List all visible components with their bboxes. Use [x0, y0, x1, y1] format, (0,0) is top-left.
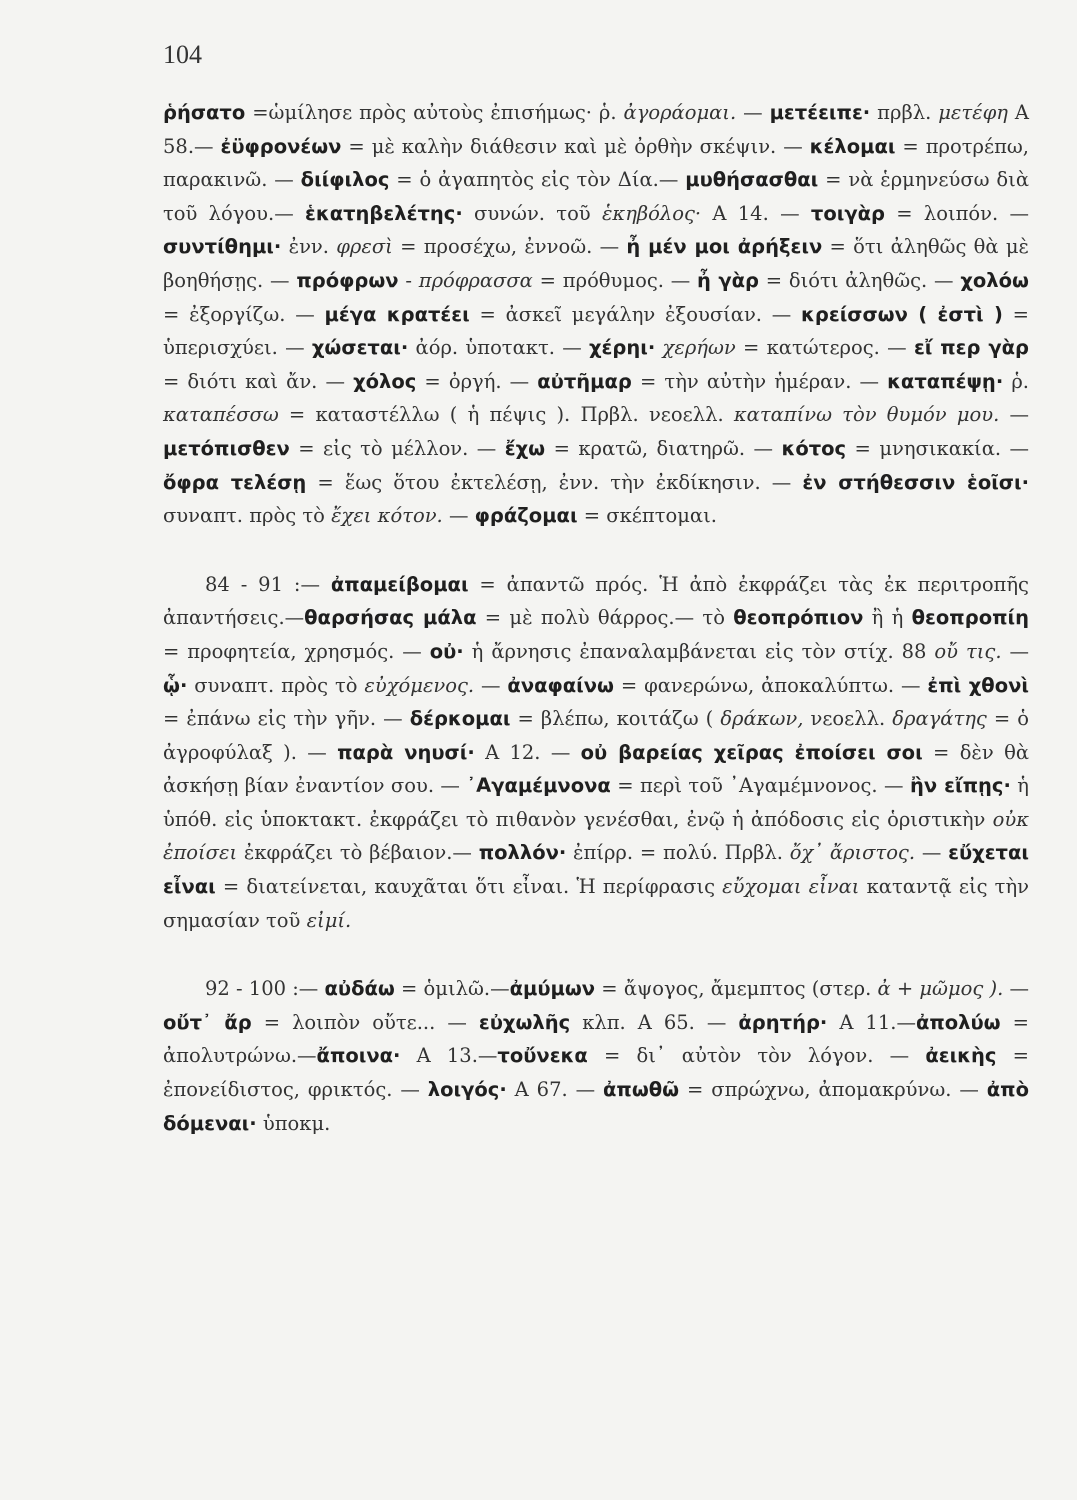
- headword: αὐδάω: [324, 977, 395, 1001]
- gloss-text: = ἐξοργίζω. —: [163, 302, 325, 326]
- headword: ὄφρα τελέσῃ: [163, 470, 307, 494]
- headword: χολόω: [960, 268, 1029, 292]
- headword: μετέειπε·: [769, 101, 871, 124]
- gloss-text: ἐνν.: [281, 235, 337, 259]
- headword: ἐν στήθεσσιν ἑοῖσι·: [802, 470, 1030, 494]
- citation: εἰμί.: [306, 908, 352, 932]
- headword: πρόφρων: [296, 268, 399, 292]
- paragraph-1: [163, 96, 1029, 533]
- headword: ᾿Αγαμέμνονα: [466, 774, 611, 798]
- gloss-text: = προσέχω, ἐννοῶ. —: [392, 235, 627, 259]
- gloss-text: ἐπίρρ. = πολύ. Πρβλ.: [566, 841, 790, 865]
- headword: ᾧ·: [163, 673, 188, 697]
- headword: ἔχω: [504, 436, 546, 460]
- headword: κρείσσων ( ἐστὶ ): [801, 302, 1003, 326]
- headword: ἦ μέν μοι ἀρήξειν: [626, 235, 823, 259]
- gloss-text: [655, 336, 662, 359]
- gloss-text: = καταστέλλω ( ἡ πέψις ). Πρβλ. νεοελλ.: [278, 403, 734, 427]
- citation: δραγάτης: [892, 707, 987, 731]
- citation: οὐκ ἐποίσει: [163, 807, 1029, 865]
- gloss-text: ἡ ὑπόθ. εἰς ὑποκτακτ. ἐκφράζει τὸ πιθανὸν γενέσθαι, ἐνῷ ἡ ἀπόδοσις εἰς ὁριστικὴν: [163, 774, 1029, 831]
- gloss-text: = ἐπονείδιστος, φρικτός. —: [163, 1044, 1029, 1102]
- citation: καταπίνω τὸν θυμόν μου.: [733, 403, 1000, 427]
- gloss-text: —: [999, 403, 1029, 427]
- gloss-text: = διατείνεται, καυχᾶται ὅτι εἶναι. Ἡ περίφρασις: [215, 875, 723, 899]
- headword: φράζομαι: [474, 504, 578, 528]
- gloss-text: = σκέπτομαι.: [577, 504, 717, 528]
- gloss-text: καταντᾷ εἰς τὴν σημασίαν τοῦ: [163, 875, 1029, 932]
- headword: εὔχεται εἶναι: [163, 841, 1029, 899]
- headword: τοιγὰρ: [810, 201, 885, 225]
- gloss-text: = ἀπαντῶ πρός. Ἡ ἀπὸ ἐκφράζει τὰς ἐκ περιτροπῆς ἀπαντήσεις.—: [163, 572, 1029, 630]
- headword: ἢν εἴπῃς·: [909, 774, 1011, 798]
- headword: εἴ περ γὰρ: [913, 336, 1029, 360]
- gloss-text: —: [1003, 977, 1030, 1001]
- gloss-text: = προφητεία, χρησμός. —: [163, 639, 430, 663]
- gloss-text: = ἀπολυτρώνω.—: [163, 1010, 1029, 1068]
- gloss-text: = δὲν θὰ ἀσκήσῃ βίαν ἐναντίον σου. —: [163, 740, 1029, 798]
- gloss-text: = ὁ ἀγροφύλαξ ). —: [163, 707, 1030, 764]
- headword: λοιγός·: [427, 1078, 507, 1102]
- headword: ἀπολύω: [915, 1010, 1001, 1034]
- gloss-text: 84 - 91 :—: [205, 572, 331, 596]
- headword: ἀμύμων: [509, 977, 596, 1001]
- headword: πολλόν·: [478, 841, 567, 865]
- gloss-text: = μὲ πολὺ θάρρος.— τὸ: [476, 606, 734, 630]
- gloss-text: = μὲ καλὴν διάθεσιν καὶ μὲ ὀρθὴν σκέψιν. —: [341, 134, 810, 158]
- headword: ἀεικὴς: [925, 1044, 997, 1068]
- gloss-text: = ὁμιλῶ.—: [394, 977, 510, 1001]
- gloss-text: Α 11.—: [827, 1010, 916, 1034]
- headword: διίφιλος: [300, 168, 390, 192]
- headword: ἀρητήρ·: [738, 1010, 828, 1034]
- gloss-text: Α 14. —: [701, 201, 811, 225]
- headword: ἑκατηβελέτης·: [305, 201, 463, 225]
- headword: χόλος: [353, 369, 417, 393]
- headword: χέρηι·: [588, 336, 656, 360]
- gloss-text: = ὀργή. —: [416, 369, 538, 393]
- citation: εὔχομαι εἶναι: [722, 875, 860, 899]
- citation: οὔ τις.: [934, 639, 1002, 663]
- gloss-text: = ἐπάνω εἰς τὴν γῆν. —: [163, 707, 410, 731]
- citation: καταπέσσω: [163, 403, 279, 427]
- citation: πρόφρασσα: [418, 268, 533, 292]
- headword: ἐϋφρονέων: [220, 134, 342, 158]
- citation: μετέφη: [938, 101, 1008, 124]
- headword: θαρσήσας μάλα: [304, 606, 477, 630]
- gloss-text: —: [474, 673, 508, 697]
- gloss-text: ἐκφράζει τὸ βέβαιον.—: [237, 841, 479, 865]
- gloss-text: = μνησικακία. —: [846, 436, 1029, 460]
- citation: φρεσὶ: [336, 235, 393, 259]
- headword: ῥήσατο: [163, 101, 246, 124]
- citation: ἀγοράομαι.: [623, 101, 737, 124]
- headword: δέρκομαι: [409, 707, 511, 731]
- gloss-text: -: [398, 268, 419, 292]
- gloss-text: = βλέπω, κοιτάζω (: [510, 707, 721, 731]
- gloss-text: Α 12. —: [474, 740, 581, 764]
- headword: μέγα κρατέει: [324, 302, 470, 326]
- gloss-text: = ὁ ἀγαπητὸς εἰς τὸν Δία.—: [389, 168, 686, 192]
- gloss-text: = ἄψογος, ἄμεμπτος (στερ.: [595, 977, 878, 1001]
- citation: χερήων: [662, 336, 736, 360]
- gloss-text: —: [442, 504, 475, 528]
- headword: τοὔνεκα: [497, 1044, 588, 1068]
- gloss-text: = κατώτερος. —: [735, 336, 914, 360]
- citation: ἔχει κότον.: [331, 504, 443, 528]
- headword: οὔτ᾿ ἄρ: [163, 1010, 252, 1034]
- gloss-text: νεοελλ.: [803, 707, 893, 731]
- gloss-text: = ὅτι ἀληθῶς θὰ μὲ βοηθήσῃς. —: [163, 235, 1029, 292]
- headword: οὐ·: [429, 639, 464, 663]
- gloss-text: Α 67. —: [506, 1078, 603, 1102]
- gloss-text: = τὴν αὐτὴν ἡμέραν. —: [631, 369, 888, 393]
- headword: ἀπωθῶ: [603, 1078, 680, 1102]
- headword: οὐ βαρείας χεῖρας ἐποίσει σοι: [580, 740, 923, 764]
- gloss-text: —: [1001, 639, 1029, 663]
- gloss-text: = λοιπόν. —: [884, 201, 1030, 225]
- gloss-text: = προτρέπω, παρακινῶ. —: [163, 134, 1029, 192]
- headword: αὐτῆμαρ: [537, 369, 632, 393]
- page-number: 104: [163, 40, 202, 69]
- gloss-text: Α 58.—: [163, 101, 1030, 158]
- gloss-text: συνών. τοῦ: [462, 201, 602, 225]
- gloss-text: 92 - 100 :—: [205, 977, 325, 1001]
- headword: ἀναφαίνω: [507, 673, 614, 697]
- gloss-text: —: [915, 841, 949, 865]
- headword: μυθήσασθαι: [685, 168, 819, 192]
- gloss-text: = νὰ ἑρμηνεύσω διὰ τοῦ λόγου.—: [163, 168, 1029, 225]
- gloss-text: = διότι καὶ ἄν. —: [163, 369, 354, 393]
- headword: θεοπρόπιον: [733, 606, 864, 630]
- gloss-text: ἀόρ. ὑποτακτ. —: [408, 336, 589, 360]
- gloss-text: κλπ. Α 65. —: [570, 1010, 739, 1034]
- gloss-text: = δι᾿ αὐτὸν τὸν λόγον. —: [587, 1044, 926, 1068]
- paragraph-3: [163, 972, 1029, 1140]
- commentary-body: [163, 96, 1029, 1140]
- gloss-text: = φανερώνω, ἀποκαλύπτω. —: [613, 673, 928, 697]
- gloss-text: Α 13.—: [400, 1044, 498, 1068]
- gloss-text: συναπτ. πρὸς τὸ: [163, 504, 332, 528]
- headword: κέλομαι: [809, 134, 896, 158]
- citation: ἑκηβόλος·: [601, 201, 702, 225]
- gloss-text: = κρατῶ, διατηρῶ. —: [545, 436, 782, 460]
- gloss-text: = ἀσκεῖ μεγάλην ἐξουσίαν. —: [469, 302, 802, 326]
- gloss-text: συναπτ. πρὸς τὸ: [187, 673, 365, 697]
- gloss-text: ῥ.: [1003, 369, 1029, 393]
- headword: συντίθημι·: [163, 235, 282, 259]
- gloss-text: πρβλ.: [870, 101, 939, 124]
- gloss-text: ὑποκμ.: [256, 1111, 331, 1135]
- paragraph-2: [163, 568, 1029, 938]
- headword: χώσεται·: [311, 336, 409, 360]
- citation: δράκων,: [720, 707, 804, 731]
- gloss-text: ἡ ἄρνησις ἐπαναλαμβάνεται εἰς τὸν στίχ. 88: [463, 639, 935, 663]
- gloss-text: ἢ ἡ: [863, 606, 912, 630]
- gloss-text: = ἕως ὅτου ἐκτελέσῃ, ἐνν. τὴν ἐκδίκησιν. —: [306, 470, 803, 494]
- citation: εὐχόμενος.: [364, 673, 475, 697]
- headword: θεοπροπίη: [911, 606, 1029, 630]
- gloss-text: = διότι ἀληθῶς. —: [758, 268, 961, 292]
- citation: ὄχ᾿ ἄριστος.: [789, 841, 916, 865]
- gloss-text: —: [736, 101, 770, 124]
- headword: κότος: [781, 436, 847, 460]
- gloss-text: = περὶ τοῦ ᾿Αγαμέμνονος. —: [610, 774, 910, 798]
- headword: μετόπισθεν: [163, 436, 290, 460]
- headword: εὐχωλῆς: [478, 1010, 571, 1034]
- headword: καταπέψῃ·: [887, 369, 1004, 393]
- gloss-text: = ὑπερισχύει. —: [163, 302, 1029, 360]
- headword: παρὰ νηυσί·: [337, 740, 475, 764]
- gloss-text: = λοιπὸν οὔτε... —: [251, 1010, 479, 1034]
- gloss-text: = πρόθυμος. —: [532, 268, 698, 292]
- headword: ἦ γὰρ: [697, 268, 759, 292]
- gloss-text: =ὡμίλησε πρὸς αὐτοὺς ἐπισήμως· ῥ.: [245, 101, 624, 124]
- gloss-text: = σπρώχνω, ἀπομακρύνω. —: [679, 1078, 987, 1102]
- citation: ἀ + μῶμος ).: [877, 977, 1004, 1001]
- headword: ἀπαμείβομαι: [330, 572, 469, 596]
- headword: ἐπὶ χθονὶ: [927, 673, 1029, 697]
- headword: ἄποινα·: [316, 1044, 401, 1068]
- headword: ἀπὸ δόμεναι·: [163, 1078, 1029, 1135]
- gloss-text: = εἰς τὸ μέλλον. —: [289, 436, 505, 460]
